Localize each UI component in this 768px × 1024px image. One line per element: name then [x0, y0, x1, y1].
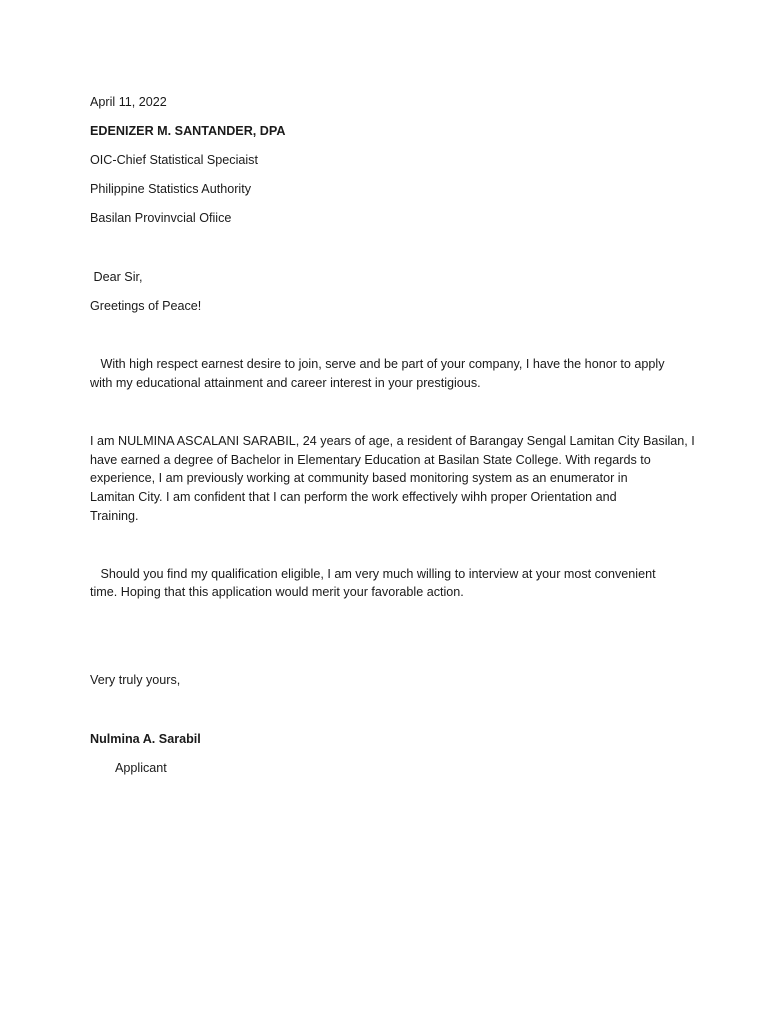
signature-role: Applicant [115, 761, 167, 775]
paragraph-2-line-1: I am NULMINA ASCALANI SARABIL, 24 years of age, a resident of Barangay Sengal Lamitan City Basilan, I [90, 434, 695, 448]
paragraph-1-line-1: With high respect earnest desire to join, serve and be part of your company, I have the honor to apply [90, 357, 665, 371]
signature-name: Nulmina A. Sarabil [90, 732, 201, 746]
paragraph-3-line-2: time. Hoping that this application would merit your favorable action. [90, 585, 464, 599]
paragraph-3-line-1: Should you find my qualification eligible, I am very much willing to interview at your most convenient [90, 567, 656, 581]
recipient-organization: Philippine Statistics Authority [90, 182, 252, 196]
recipient-title: OIC-Chief Statistical Speciaist [90, 153, 258, 167]
closing: Very truly yours, [90, 673, 181, 687]
paragraph-2-line-4: Lamitan City. I am confident that I can perform the work effectively wihh proper Orientation and [90, 490, 617, 504]
recipient-office: Basilan Provinvcial Ofiice [90, 211, 232, 225]
letter-date: April 11, 2022 [90, 95, 167, 109]
paragraph-2-line-5: Training. [90, 509, 139, 523]
paragraph-1-line-2: with my educational attainment and career interest in your prestigious. [90, 376, 481, 390]
greeting: Greetings of Peace! [90, 299, 202, 313]
paragraph-2-line-3: experience, I am previously working at community based monitoring system as an enumerator in [90, 471, 628, 485]
recipient-name: EDENIZER M. SANTANDER, DPA [90, 124, 286, 138]
salutation: Dear Sir, [90, 270, 143, 284]
paragraph-2-line-2: have earned a degree of Bachelor in Elementary Education at Basilan State College. With regards to [90, 453, 651, 467]
